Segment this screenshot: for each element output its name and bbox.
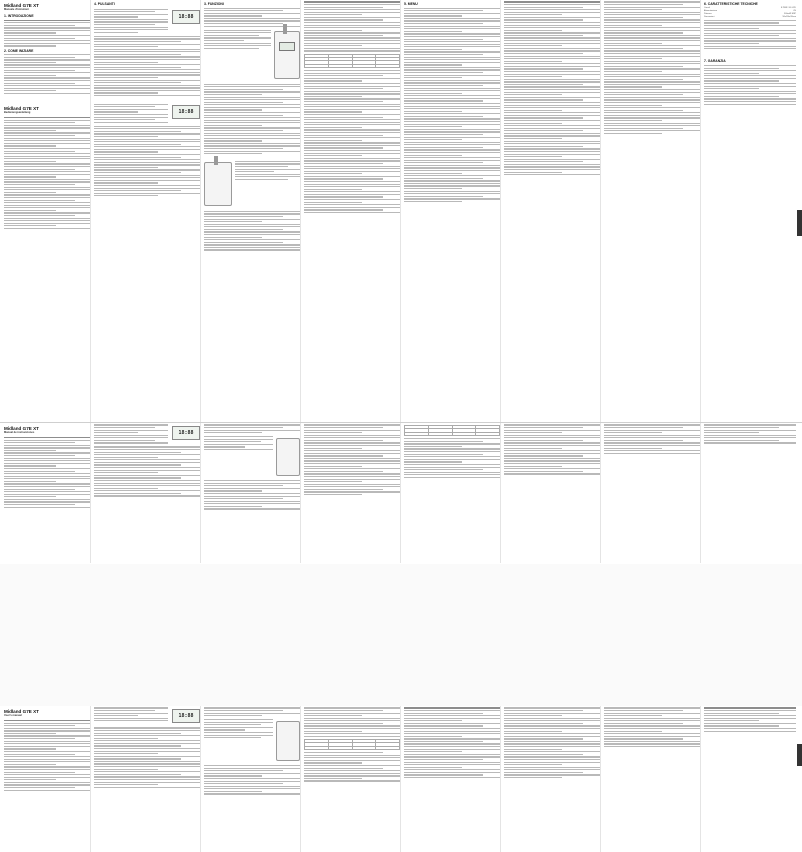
column-bot-2 xyxy=(94,706,201,852)
column-bot-4 xyxy=(304,706,401,852)
column-mid-1 xyxy=(4,423,91,563)
manual-page-top xyxy=(0,0,802,423)
lcd-display-figure: 18:88 xyxy=(172,10,200,24)
menu-heading: 5. MENU xyxy=(404,2,418,6)
column-text-b xyxy=(404,0,501,423)
lcd-display-figure-4: 18:88 xyxy=(172,709,200,723)
channel-table-3 xyxy=(304,739,400,750)
manual-page-bottom xyxy=(0,706,802,852)
column-bot-3 xyxy=(204,706,301,852)
column-figures xyxy=(204,0,301,423)
spec-row: Dimensioni 58x110x32mm xyxy=(704,15,796,18)
column-intro xyxy=(4,0,91,423)
column-mid-4 xyxy=(304,423,401,563)
page-gap xyxy=(0,564,802,706)
section-subtitle-3: Manual de instrucciones xyxy=(4,431,35,434)
section-title-4: Midland G7E XT xyxy=(4,709,39,714)
page-edge-tab-2 xyxy=(797,744,802,766)
buttons-heading: 4. PULSANTI xyxy=(94,2,115,6)
column-mid-2 xyxy=(94,423,201,563)
channel-table xyxy=(304,54,400,69)
section-title-3: Midland G7E XT xyxy=(4,426,39,431)
column-mid-7 xyxy=(604,423,701,563)
spec-row: Canali 8 PMR / 69 LPD xyxy=(704,7,796,10)
column-buttons xyxy=(94,0,201,423)
radio-illustration-3 xyxy=(276,438,300,476)
functions-heading: 3. FUNZIONI xyxy=(204,2,224,6)
column-mid-3 xyxy=(204,423,301,563)
lcd-display-figure-2: 18:88 xyxy=(172,105,200,119)
column-text-c xyxy=(504,0,601,423)
warranty-heading: 7. GARANZIA xyxy=(704,59,726,64)
intro-heading: 1. INTRODUZIONE xyxy=(4,14,34,18)
column-text-a xyxy=(304,0,401,423)
column-bot-8 xyxy=(704,706,796,852)
lcd-display-figure-3: 18:88 xyxy=(172,426,200,440)
column-specs xyxy=(704,0,796,423)
section-title-2: Midland G7E XT xyxy=(4,106,39,112)
column-bot-7 xyxy=(604,706,701,852)
radio-illustration-4 xyxy=(276,721,300,761)
manual-page-middle xyxy=(0,423,802,563)
spec-row: Alimentazione 6V xyxy=(704,10,796,12)
section-title: Midland G7E XT xyxy=(4,3,39,8)
spec-row: Potenza 500mW ERP xyxy=(704,12,796,15)
column-mid-8 xyxy=(704,423,796,563)
page-edge-tab xyxy=(797,210,802,236)
getting-started-heading: 2. COME INIZIARE xyxy=(4,48,34,53)
section-subtitle-2: Bedienungsanleitung xyxy=(4,111,31,115)
column-bot-1 xyxy=(4,706,91,852)
column-bot-5 xyxy=(404,706,501,852)
column-mid-5 xyxy=(404,423,501,563)
radio-illustration xyxy=(274,31,300,79)
section-subtitle: Manuale d'istruzioni xyxy=(4,8,29,11)
column-mid-6 xyxy=(504,423,601,563)
column-text-d xyxy=(604,0,701,423)
section-subtitle-4: User's manual xyxy=(4,714,22,717)
radio-illustration-2 xyxy=(204,162,232,206)
column-bot-6 xyxy=(504,706,601,852)
specs-heading: 6. CARATTERISTICHE TECNICHE xyxy=(704,2,758,6)
channel-table-2 xyxy=(404,425,500,436)
